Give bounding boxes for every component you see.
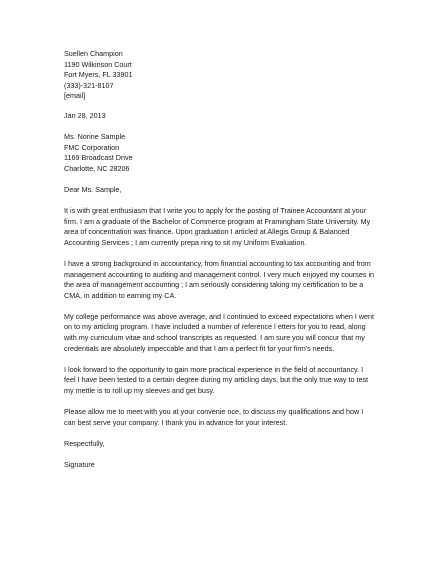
recipient-company: FMC Corporation bbox=[64, 142, 120, 152]
paragraph-line: the area of management accounting ; I am seriously considering taking my certification to be a bbox=[64, 280, 364, 290]
paragraph-4 bbox=[64, 365, 420, 397]
paragraph-line: area of concentration was finance. Upon graduation I articled at Allegis Group & Balanced bbox=[64, 227, 350, 237]
salutation: Dear Ms. Sample, bbox=[64, 184, 122, 194]
paragraph-line: My college performance was above average, and I continued to exceed expectations when I went bbox=[64, 311, 375, 321]
sender-phone: (333)-321-8107 bbox=[64, 80, 114, 90]
paragraph-line: I have a strong background in accountancy, from financial accounting to tax accounting and from bbox=[64, 258, 371, 268]
paragraph-line: It is with great enthusiasm that I write you to apply for the posting of Trainee Accountant at your bbox=[64, 206, 367, 216]
paragraph-line: feel I have been tested to a certain degree during my articling days, but the only true way to test bbox=[64, 375, 369, 385]
paragraph-line: with my curriculum vitae and school transcripts as requested. I am sure you will concur that my bbox=[64, 332, 365, 342]
recipient-city: Charlotte, NC 28206 bbox=[64, 163, 130, 173]
sender-email: [email] bbox=[64, 91, 86, 101]
letter-date: Jan 28, 2013 bbox=[64, 110, 106, 120]
sender-city: Fort Myers, FL 33901 bbox=[64, 70, 133, 80]
paragraph-2 bbox=[64, 259, 420, 301]
closing: Respectfully, bbox=[64, 438, 105, 448]
paragraph-5 bbox=[64, 407, 420, 428]
recipient-address bbox=[64, 132, 420, 174]
signature: Signature bbox=[64, 459, 95, 469]
paragraph-line: CMA, in addition to earning my CA. bbox=[64, 290, 177, 300]
paragraph-line: I look forward to the opportunity to gain more practical experience in the field of accountancy. I bbox=[64, 364, 364, 374]
paragraph-3 bbox=[64, 312, 420, 354]
paragraph-line: management accounting to auditing and management control. I very much enjoyed my courses in bbox=[64, 269, 375, 279]
recipient-street: 1169 Broadcast Drive bbox=[64, 153, 133, 163]
recipient-name: Ms. Norine Sample bbox=[64, 132, 126, 142]
paragraph-line: Accounting Services ; I am currently prepa ring to sit my Uniform Evaluation. bbox=[64, 237, 307, 247]
sender-name: Suellen Champion bbox=[64, 49, 123, 58]
paragraph-line: my mettle is to roll up my sleeves and get busy. bbox=[64, 385, 215, 395]
paragraph-line: on to my articling program. I have included a number of reference l etters for you to read, along bbox=[64, 322, 366, 332]
paragraph-1 bbox=[64, 206, 420, 248]
paragraph-line: can best serve your company. I thank you in advance for your interest. bbox=[64, 417, 288, 427]
paragraph-line: credentials are absolutely impeccable and that I am a perfect fit for your firm's needs. bbox=[64, 343, 335, 353]
sender-street: 1190 Wilkinson Court bbox=[64, 59, 132, 69]
paragraph-line: firm. I am a graduate of the Bachelor of Commerce program at Framingham State University. My bbox=[64, 216, 371, 226]
paragraph-line: Please allow me to meet with you at your convenie nce, to discuss my qualifications and how I bbox=[64, 406, 364, 416]
sender-address bbox=[64, 49, 420, 102]
